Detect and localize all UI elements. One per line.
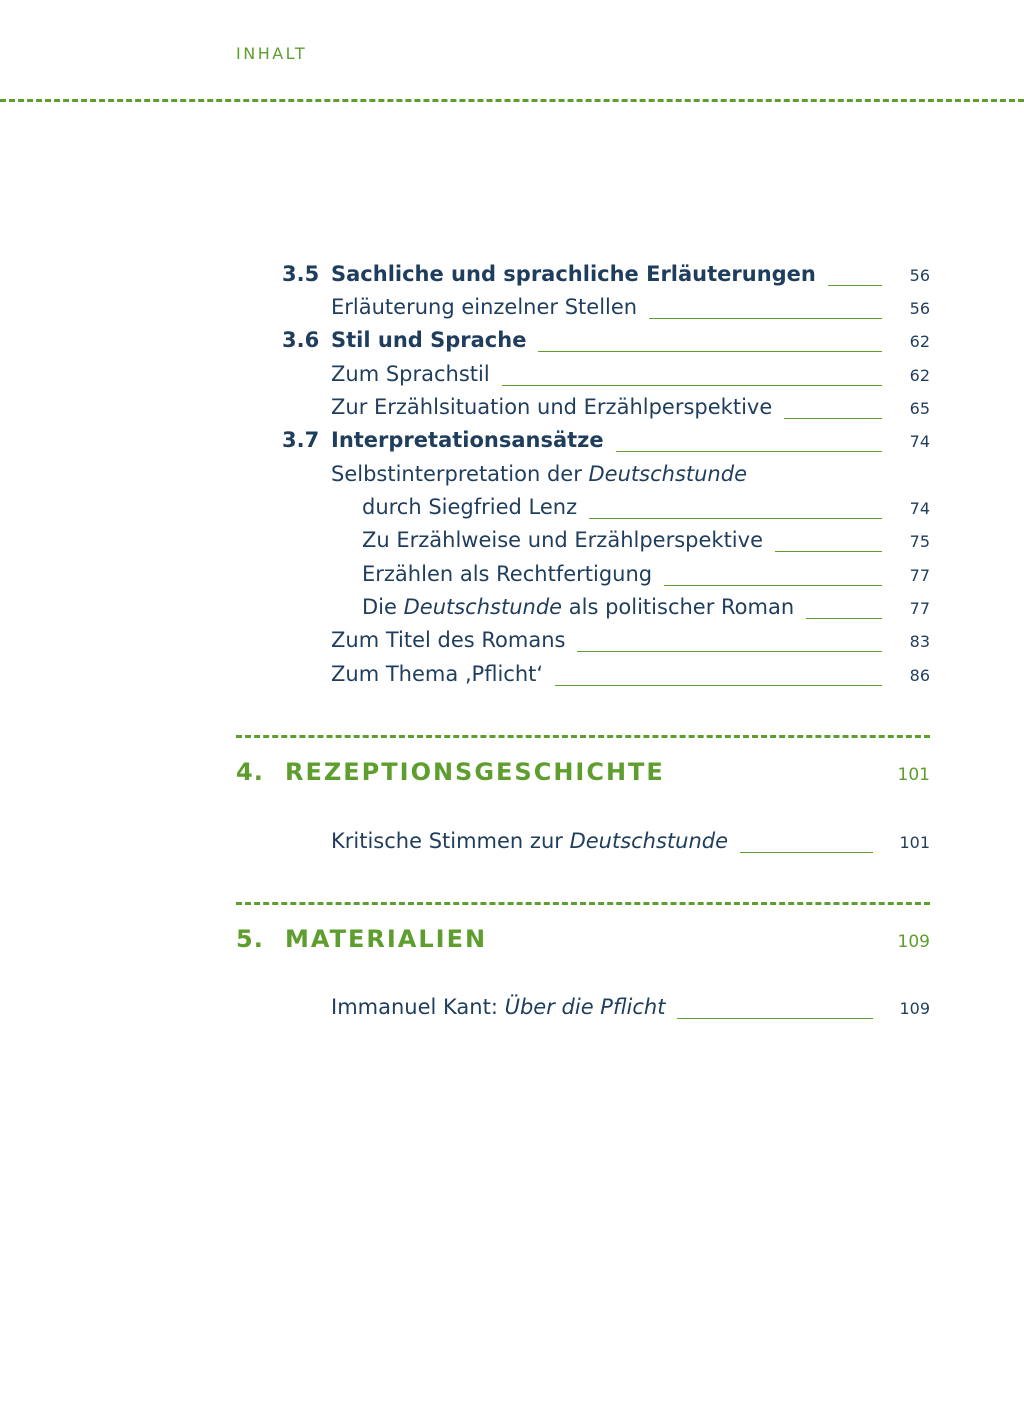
leader-line (649, 318, 882, 319)
chapter-heading[interactable] (236, 758, 930, 798)
leader-line (577, 651, 882, 652)
italic-title: Deutschstunde (588, 462, 747, 486)
page-number: 62 (909, 332, 930, 351)
page-number: 77 (909, 599, 930, 618)
toc-entry[interactable] (282, 328, 930, 362)
page-number: 62 (909, 366, 930, 385)
page-number: 86 (909, 666, 930, 685)
italic-title: Deutschstunde (569, 829, 729, 853)
section-number: 3.7 (282, 428, 320, 452)
toc-entry (282, 462, 930, 496)
leader-line (740, 852, 873, 853)
entry-title: Zu Erzählweise und Erzählperspektive (362, 528, 763, 552)
leader-line (616, 451, 882, 452)
page-number: 101 (899, 833, 930, 852)
leader-line (677, 1018, 873, 1019)
entry-title: Zur Erzählsituation und Erzählperspektive (331, 395, 773, 419)
entry-title: Zum Sprachstil (331, 362, 490, 386)
toc-entry[interactable] (282, 295, 930, 329)
page-number: 75 (909, 532, 930, 551)
toc-entry[interactable] (282, 262, 930, 296)
toc-entry[interactable] (331, 829, 930, 863)
page-number: 101 (897, 765, 930, 785)
leader-line (775, 551, 882, 552)
toc-entry[interactable] (331, 995, 930, 1029)
toc-entry[interactable] (282, 428, 930, 462)
entry-title: Selbstinterpretation der Deutschstunde (331, 462, 747, 486)
entry-title: Die Deutschstunde als politischer Roman (362, 595, 795, 619)
entry-title: durch Siegfried Lenz (362, 495, 578, 519)
toc-entry[interactable] (282, 628, 930, 662)
leader-line (589, 518, 882, 519)
toc-entry[interactable] (282, 362, 930, 396)
entry-title: Erzählen als Rechtfertigung (362, 562, 653, 586)
section-title: Interpretationsansätze (331, 428, 604, 452)
page-number: 74 (909, 432, 930, 451)
leader-line (502, 385, 882, 386)
entry-title: Zum Thema ‚Pflicht‘ (331, 662, 544, 686)
leader-line (664, 585, 882, 586)
entry-title: Kritische Stimmen zur Deutschstunde (331, 829, 729, 853)
leader-line (784, 418, 882, 419)
section-title: Sachliche und sprachliche Erläuterungen (331, 262, 816, 286)
chapter-title: REZEPTIONSGESCHICHTE (285, 758, 665, 786)
entry-title: Zum Titel des Romans (331, 628, 566, 652)
page-number: 56 (909, 299, 930, 318)
entry-title: Immanuel Kant: Über die Pflicht (331, 995, 666, 1019)
italic-title: Deutschstunde (403, 595, 563, 619)
header-divider (0, 99, 1024, 102)
chapter-divider (236, 902, 930, 905)
toc-entry[interactable] (282, 395, 930, 429)
italic-title: Über die Pflicht (504, 995, 666, 1019)
page-number: 74 (909, 499, 930, 518)
page-number: 77 (909, 566, 930, 585)
section-number: 3.6 (282, 328, 320, 352)
leader-line (538, 351, 882, 352)
running-header: INHALT (236, 44, 308, 63)
chapter-number: 5. (236, 925, 264, 953)
toc-entry[interactable] (282, 595, 930, 629)
page-number: 109 (899, 999, 930, 1018)
page-number: 83 (909, 632, 930, 651)
leader-line (806, 618, 882, 619)
page-number: 65 (909, 399, 930, 418)
leader-line (828, 285, 882, 286)
section-number: 3.5 (282, 262, 320, 286)
chapter-title: MATERIALIEN (285, 925, 488, 953)
toc-entry[interactable] (282, 562, 930, 596)
page-number: 109 (897, 932, 930, 952)
toc-entry[interactable] (282, 662, 930, 696)
entry-title: Erläuterung einzelner Stellen (331, 295, 638, 319)
leader-line (555, 685, 882, 686)
chapter-divider (236, 735, 930, 738)
chapter-number: 4. (236, 758, 264, 786)
toc-entry[interactable] (282, 528, 930, 562)
toc-entry[interactable] (282, 495, 930, 529)
chapter-heading[interactable] (236, 925, 930, 965)
page-number: 56 (909, 266, 930, 285)
section-title: Stil und Sprache (331, 328, 527, 352)
